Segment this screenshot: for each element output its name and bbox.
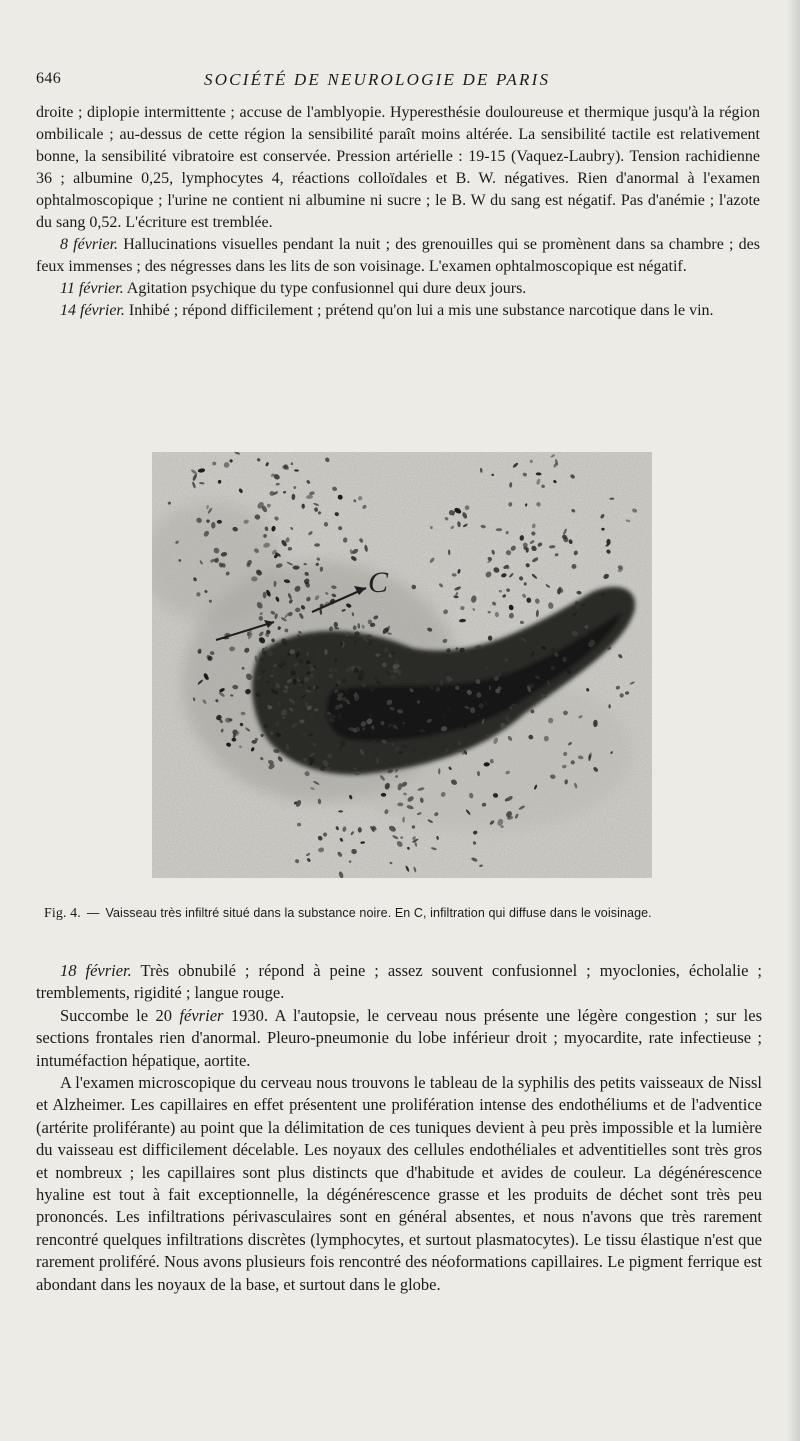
entry-date: février: [179, 1005, 224, 1025]
diary-entry-8-february: [36, 234, 760, 278]
paragraph-text: A l'examen microscopique du cerveau nous trouvons le tableau de la syphilis des petits vaisseaux de Nissl et Alzheimer. Les capillaires en effet présentent une prolifération intense des endothéliums et de l'adventice (artérite proliférante) au point que la délimitation de ces tuniques devient à peu près impossible et la lumière du vaisseau est difficilement décelable. Les noyaux des cellules endothéliales et adventitielles sont très gros et nombreux ; les capillaires sont plus distincts que d'habitude et avides de couleur. La dégénérescence hyaline est tout à fait exceptionnelle, la dégénérescence grasse et les produits de déchet sont très peu prononcés. Les infiltrations périvasculaires sont en général absentes, et nous n'avons que très rarement rencontré quelques infiltrations discrètes (lymphocytes, et surtout plasmatocytes). Le tissu élastique n'est que rarement proliféré. Nous avons plusieurs fois rencontré des néoformations capillaires. Le pigment ferrique est abondant dans les noyaux de la base, et surtout dans le globe.: [36, 1073, 762, 1294]
entry-date: 11 février.: [60, 280, 124, 297]
entry-lead: Succombe le 20: [60, 1005, 180, 1025]
paragraph-continuation: [36, 102, 760, 234]
diary-entry-14-february: [36, 300, 760, 322]
entry-text: Agitation psychique du type confusionnel qui dure deux jours.: [123, 280, 527, 297]
figure-label: Fig. 4.: [44, 906, 81, 921]
entry-text: 1930. A l'autopsie, le cerveau nous présente une légère congestion ; sur les sections frontales rien d'anormal. Pleuro-pneumonie du lobe inférieur droit ; myocardite, rate infectieuse ; intuméfaction hépatique, aortite.: [36, 1005, 763, 1070]
entry-text: Inhibé ; répond difficilement ; prétend qu'on lui a mis une substance narcotique dans le vin.: [124, 302, 714, 319]
body-text-bottom: [36, 960, 762, 1296]
cell-nucleus: [608, 704, 610, 708]
entry-text: Hallucinations visuelles pendant la nuit ; des grenouilles qui se promènent dans sa chambre ; des feux immenses ; des négresses dans les lits de son voisinage. L'examen ophtalmoscopique est négatif.: [36, 236, 760, 275]
entry-date: 18 février.: [60, 961, 132, 980]
diary-entry-18-february: [36, 960, 762, 1005]
journal-title: SOCIÉTÉ DE NEUROLOGIE DE PARIS: [204, 70, 551, 89]
entry-date: 14 février.: [60, 302, 125, 319]
page-edge-shadow: [786, 0, 800, 1441]
microscopy-paragraph: [36, 1072, 762, 1296]
entry-date: 8 février.: [60, 236, 119, 253]
diary-entry-11-february: [36, 278, 760, 300]
cell-nucleus: [217, 520, 222, 524]
cell-nucleus: [606, 539, 610, 545]
cell-nucleus: [338, 810, 343, 812]
figure-caption: [44, 906, 784, 922]
caption-dash: —: [86, 906, 100, 920]
cell-nucleus: [353, 625, 357, 630]
paragraph-text: droite ; diplopie intermittente ; accuse de l'amblyopie. Hyperesthésie douloureuse et thermique jusqu'à la région ombilicale ; au-dessus de cette région la sensibilité paraît moins altérée. La sensibilité tactile est relativement bonne, la sensibilité vibratoire est conservée. Pression artérielle : 19-15 (Vaquez-Laubry). Tension rachidienne 36 ; albumine 0,25, lymphocytes 4, réactions colloïdales et B. W. négatives. Rien d'anormal à l'examen ophtalmoscopique ; l'urine ne contient ni albumine ni sucre ; le B. W du sang est négatif. Pas d'anémie ; l'azote du sang 0,52. L'écriture est tremblée.: [36, 104, 760, 231]
micrograph-figure: [152, 452, 652, 878]
body-text-top: [36, 102, 760, 322]
figure-marker-c: C: [368, 566, 389, 599]
micrograph-image: [152, 452, 652, 878]
cell-nucleus: [279, 661, 286, 666]
cell-nucleus: [377, 757, 379, 764]
cell-nucleus: [324, 649, 327, 655]
autopsy-paragraph: [36, 1005, 762, 1072]
page-number: 646: [36, 70, 62, 87]
entry-text: Très obnubilé ; répond à peine ; assez souvent confusionnel ; myoclonies, écholalie ; tremblements, rigidité ; langue rouge.: [36, 961, 762, 1003]
running-head: [36, 70, 766, 94]
caption-text: Vaisseau très infiltré situé dans la substance noire. En C, infiltration qui diffuse dans le voisinage.: [105, 906, 652, 920]
